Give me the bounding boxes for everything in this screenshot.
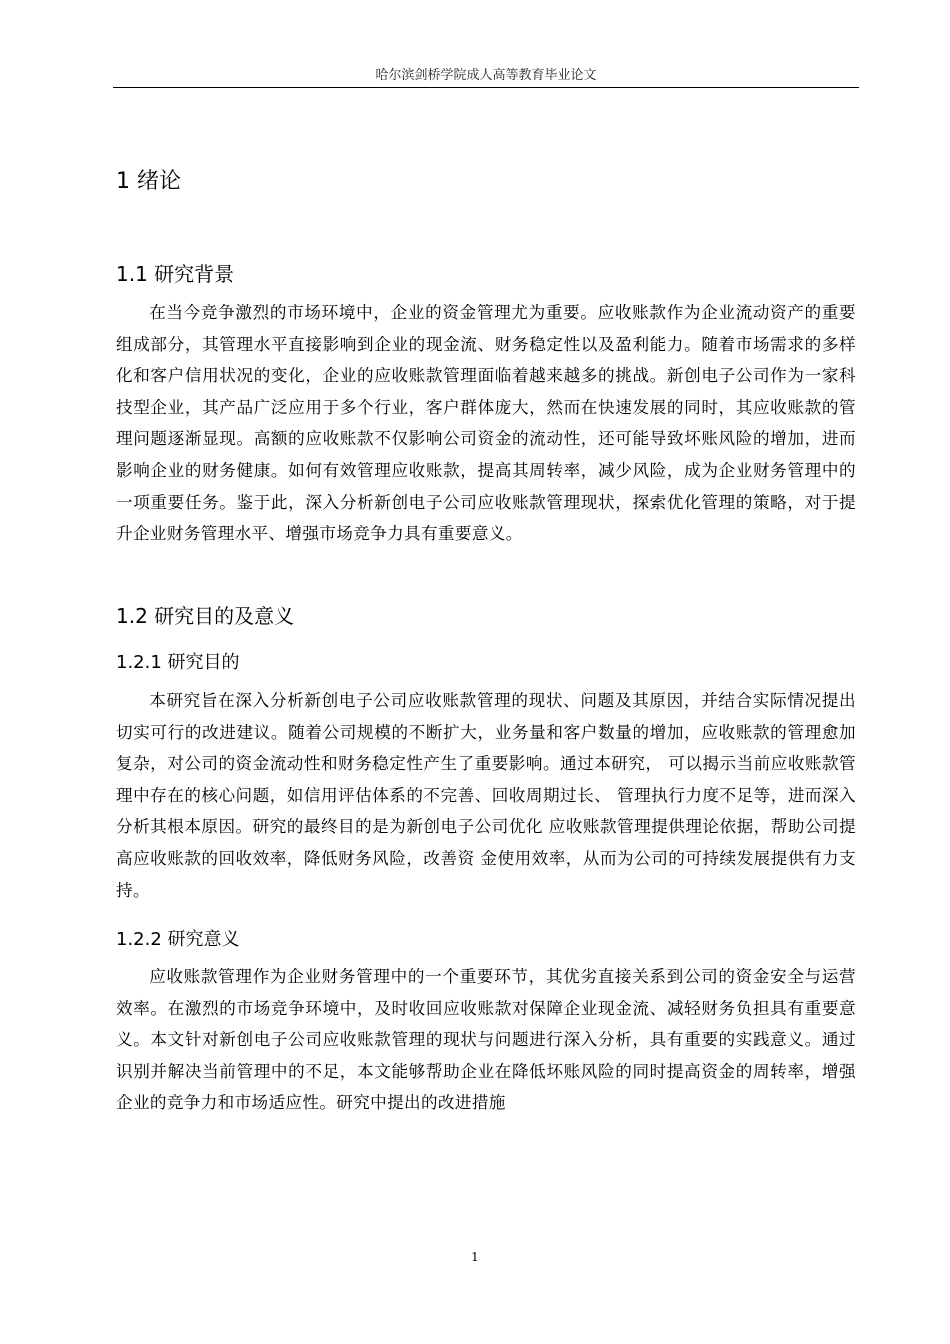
paragraph-research-background: 在当今竞争激烈的市场环境中，企业的资金管理尤为重要。应收账款作为企业流动资产的重要组成部分，其管理水平直接影响到企业的现金流、财务稳定性以及盈利能力。随着市场需求的多样化和客户信用状况的变化，企业的应收账款管理面临着越来越多的挑战。新创电子公司作为一家科技型企业，其产品广泛应用于多个行业，客户群体庞大，然而在快速发展的同时，其应收账款的管理问题逐渐显现。高额的应收账款不仅影响公司资金的流动性，还可能导致坏账风险的增加，进而影响企业的财务健康。如何有效管理应收账款，提高其周转率，减少风险，成为企业财务管理中的一项重要任务。鉴于此，深入分析新创电子公司应收账款管理现状，探索优化管理的策略，对于提升企业财务管理水平、增强市场竞争力具有重要意义。 — [116, 303, 856, 544]
subsection-heading-1-2-1: 1.2.1 研究目的 — [116, 652, 240, 673]
paragraph-research-purpose: 本研究旨在深入分析新创电子公司应收账款管理的现状、问题及其原因，并结合实际情况提出切实可行的改进建议。随着公司规模的不断扩大，业务量和客户数量的增加，应收账款的管理愈加复杂，对公司的资金流动性和财务稳定性产生了重要影响。通过本研究， 可以揭示当前应收账款管理中存在的核心问题，如信用评估体系的不完善、回收周期过长、 管理执行力度不足等，进而深入分析其根本原因。研究的最终目的是为新创电子公司优化 应收账款管理提供理论依据，帮助公司提高应收账款的回收效率，降低财务风险，改善资 金使用效率，从而为公司的可持续发展提供有力支持。 — [116, 691, 856, 900]
section-heading-1-2: 1.2 研究目的及意义 — [116, 604, 295, 628]
page-number: 1 — [471, 1250, 479, 1264]
header-divider — [113, 87, 859, 88]
subsection-heading-1-2-2: 1.2.2 研究意义 — [116, 929, 240, 950]
chapter-heading: 1 绪论 — [116, 169, 181, 194]
running-header: 哈尔滨剑桥学院成人高等教育毕业论文 — [375, 68, 597, 83]
section-heading-1-1: 1.1 研究背景 — [116, 262, 235, 286]
paragraph-research-significance: 应收账款管理作为企业财务管理中的一个重要环节，其优劣直接关系到公司的资金安全与运营效率。在激烈的市场竞争环境中，及时收回应收账款对保障企业现金流、减轻财务负担具有重要意义。本文针对新创电子公司应收账款管理的现状与问题进行深入分析，具有重要的实践意义。通过识别并解决当前管理中的不足，本文能够帮助企业在降低坏账风险的同时提高资金的周转率，增强企业的竞争力和市场适应性。研究中提出的改进措施 — [116, 967, 856, 1113]
